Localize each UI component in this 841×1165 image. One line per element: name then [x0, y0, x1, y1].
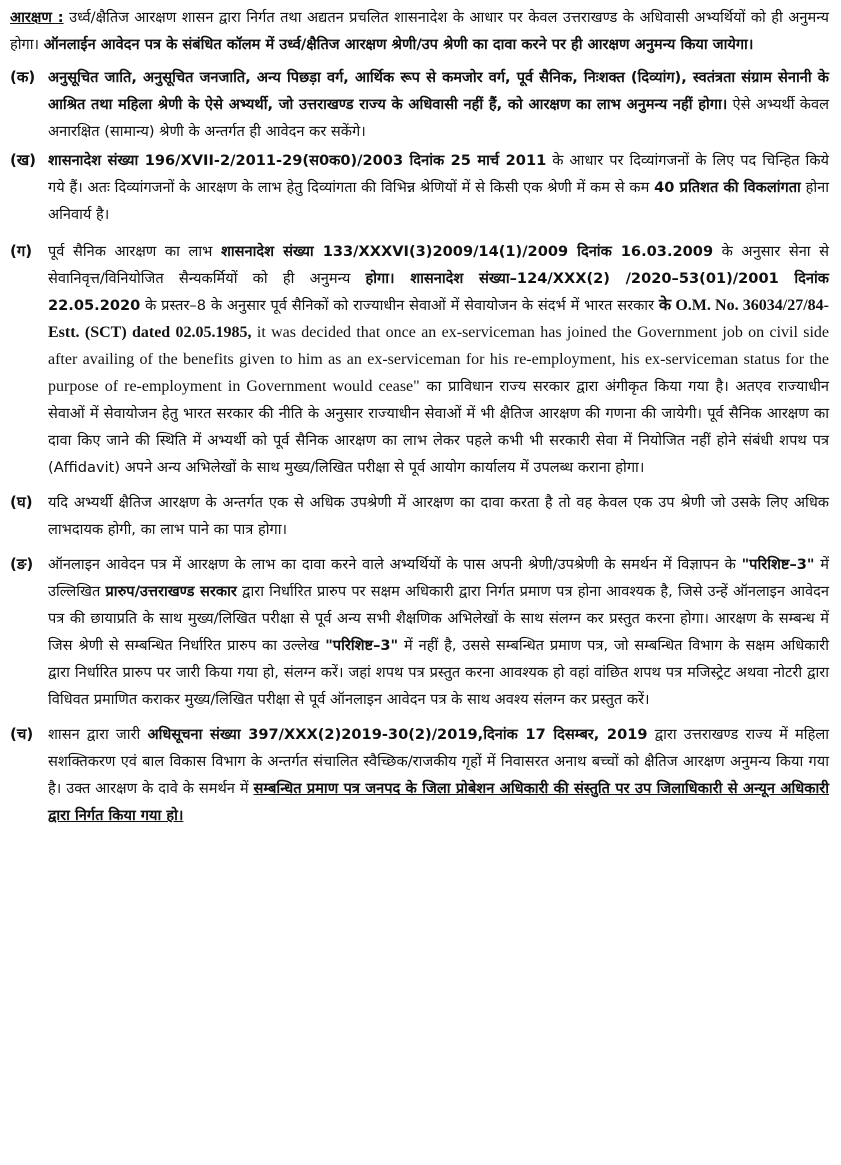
- reservation-heading: आरक्षण :: [10, 9, 64, 26]
- clause-ga-plain-3: के प्रस्तर–8 के अनुसार पूर्व सैनिकों को राज्याधीन सेवाओं में सेवायोजन के संदर्भ में भारत सरकार: [140, 297, 659, 314]
- clause-ga-marker: (ग): [10, 242, 33, 260]
- clause-nga: [10, 551, 829, 713]
- clause-ga-plain-4: का प्राविधान राज्य सरकार द्वारा अंगीकृत किया गया है। अतएव राज्याधीन सेवाओं में सेवायोजन हेतु भारत सरकार की नीति के अनुसार राज्याधीन सेवाओं में भी क्षैतिज आरक्षण की गणना की जायेगी। पूर्व सैनिक आरक्षण का दावा किए जाने की स्थिति में अभ्यर्थी को पूर्व सैनिक आरक्षण का लाभ लेकर पहले कभी भी सरकारी सेवा में नियोजित नहीं होने संबंधी शपथ पत्र (Affidavit) अपने अन्य अभिलेखों के साथ मुख्य/लिखित परीक्षा से पूर्व आयोग कार्यालय में उपलब्ध कराना होगा।: [48, 378, 829, 476]
- clause-nga-plain-2: में उल्लिखित: [48, 556, 829, 600]
- clause-gha: [10, 489, 829, 543]
- clause-kha-plain-1: के आधार पर दिव्यांगजनों के लिए पद चिन्हित किये गये हैं। अतः दिव्यांगजनों के आरक्षण के लाभ हेतु दिव्यांगता की विभिन्न श्रेणियों में से किसी एक श्रेणी में कम से कम: [48, 152, 829, 196]
- clause-kha-marker: (ख): [10, 151, 36, 169]
- clause-nga-marker: (ङ): [10, 555, 34, 573]
- clause-ga-text: [48, 238, 829, 481]
- clause-cha-notification-ref: अधिसूचना संख्या 397/XXX(2)2019-30(2)/2019,दिनांक 17 दिसम्बर, 2019: [147, 726, 648, 743]
- clause-ka-marker: (क): [10, 68, 36, 86]
- clause-ga-english-quote: it was decided that once an ex-serviceman has joined the Government job on civil side after availing of the benefits given to him as an ex-serviceman for his re-employment, his ex-serviceman status for the purpose of re-employment in Government would cease": [48, 324, 830, 395]
- clause-ga-om-ref: के O.M. No. 36034/27/84-Estt. (SCT) dated 02.05.1985,: [48, 297, 830, 341]
- clause-kha-text: [48, 147, 829, 228]
- clause-cha-plain-2: द्वारा उत्तराखण्ड राज्य में महिला सशक्तिकरण एवं बाल विकास विभाग के अन्तर्गत संचालित स्वैच्छिक/राजकीय गृहों में निवासरत अनाथ बच्चों को क्षैतिज आरक्षण अनुमन्य किया गया है। उक्त आरक्षण के दावे के समर्थन में: [48, 726, 829, 797]
- clause-nga-plain-3: द्वारा निर्धारित प्रारुप पर सक्षम अधिकारी द्वारा निर्गत प्रमाण पत्र होना आवश्यक है, जिसे उन्हें ऑनलाइन आवेदन पत्र की छायाप्रति के साथ मुख्य/लिखित परीक्षा से पूर्व अन्य सभी शैक्षणिक अभिलेखों के साथ संलग्न कर प्रस्तुत करना होगा। आरक्षण के सम्बन्ध में जिस श्रेणी से सम्बन्धित निर्धारित प्रारुप का उल्लेख: [48, 583, 829, 654]
- intro-text: उर्ध्व/क्षैतिज आरक्षण शासन द्वारा निर्गत तथा अद्यतन प्रचलित शासनादेश के आधार पर केवल उत्तराखण्ड के अधिवासी अभ्यर्थियों को ही अनुमन्य होगा।: [10, 9, 829, 53]
- clause-nga-appendix-ref-1: "परिशिष्ट–3": [741, 556, 815, 573]
- clause-ga-order-ref-1: शासनादेश संख्या 133/XXXVI(3)2009/14(1)/2009 दिनांक 16.03.2009: [220, 243, 714, 260]
- clause-gha-text: यदि अभ्यर्थी क्षैतिज आरक्षण के अन्तर्गत एक से अधिक उपश्रेणी में आरक्षण का दावा करता है तो वह केवल एक उप श्रेणी जो उसके लिए अधिक लाभदायक होगी, का लाभ पाने का पात्र होगा।: [48, 494, 829, 538]
- clause-ka-plain: ऐसे अभ्यर्थी केवल अनारक्षित (सामान्य) श्रेणी के अन्तर्गत ही आवेदन कर सकेंगे।: [48, 96, 829, 140]
- reservation-intro-paragraph: [10, 4, 829, 58]
- clause-nga-format-ref: प्रारुप/उत्तराखण्ड सरकार: [105, 583, 237, 600]
- clause-cha-certificate-requirement: सम्बन्धित प्रमाण पत्र जनपद के जिला प्रोबेशन अधिकारी की संस्तुति पर उप जिलाधिकारी से अन्यून अधिकारी द्वारा निर्गत किया गया हो।: [48, 780, 829, 824]
- clause-kha-disability-percent: 40 प्रतिशत की विकलांगता: [654, 179, 801, 196]
- clause-ga-plain-1: पूर्व सैनिक आरक्षण का लाभ: [48, 243, 221, 260]
- clause-ga-plain-2: के अनुसार सेना से सेवानिवृत्त/विनियोजित सैन्यकर्मियों को ही अनुमन्य: [48, 243, 830, 287]
- clause-kha: [10, 147, 829, 228]
- clause-cha-marker: (च): [10, 725, 34, 743]
- clause-nga-plain-4: में नहीं है, उससे सम्बन्धित प्रमाण पत्र, जो सम्बन्धित विभाग के सक्षम अधिकारी द्वारा निर्धारित प्रारुप पर जारी किया गया हो, संलग्न करें। जहां शपथ पत्र प्रस्तुत करना आवश्यक हो वहां वांछित शपथ पत्र मजिस्ट्रेट अथवा नोटरी द्वारा विधिवत प्रमाणित कराकर मुख्य/लिखित परीक्षा से पूर्व ऑनलाइन आवेदन पत्र के साथ अवश्य संलग्न कर प्रस्तुत करें।: [48, 637, 830, 708]
- clause-ka-bold: अनुसूचित जाति, अनुसूचित जनजाति, अन्य पिछड़ा वर्ग, आर्थिक रूप से कमजोर वर्ग, पूर्व सैनिक, निःशक्त (दिव्यांग), स्वतंत्रता संग्राम सेनानी के आश्रित तथा महिला श्रेणी के ऐसे अभ्यर्थी, जो उत्तराखण्ड राज्य के अधिवासी नहीं हैं, को आरक्षण का लाभ अनुमन्य नहीं होगा।: [48, 69, 829, 113]
- intro-bold-text: ऑनलाईन आवेदन पत्र के संबंधित कॉलम में उर्ध्व/क्षैतिज आरक्षण श्रेणी/उप श्रेणी का दावा करने पर ही आरक्षण अनुमन्य किया जायेगा।: [43, 36, 754, 53]
- clause-ka-text: [48, 64, 829, 145]
- clause-nga-appendix-ref-2: "परिशिष्ट–3": [325, 637, 399, 654]
- clause-nga-text: [48, 551, 829, 713]
- clause-kha-plain-2: होना अनिवार्य है।: [48, 179, 829, 223]
- clause-cha: [10, 721, 829, 829]
- clause-gha-marker: (घ): [10, 493, 33, 511]
- clause-ka: [10, 64, 829, 145]
- clause-cha-plain-1: शासन द्वारा जारी: [48, 726, 148, 743]
- clause-ga-order-ref-2: होगा। शासनादेश संख्या–124/XXX(2) /2020–53(01)/2001 दिनांक 22.05.2020: [48, 270, 829, 314]
- clause-ga: [10, 238, 829, 481]
- clause-nga-plain-1: ऑनलाइन आवेदन पत्र में आरक्षण के लाभ का दावा करने वाले अभ्यर्थियों के पास अपनी श्रेणी/उपश्रेणी के समर्थन में विज्ञापन के: [48, 556, 742, 573]
- clause-cha-text: [48, 721, 829, 829]
- clause-kha-order-ref: शासनादेश संख्या 196/XVII-2/2011-29(स0क0)/2003 दिनांक 25 मार्च 2011: [48, 152, 547, 169]
